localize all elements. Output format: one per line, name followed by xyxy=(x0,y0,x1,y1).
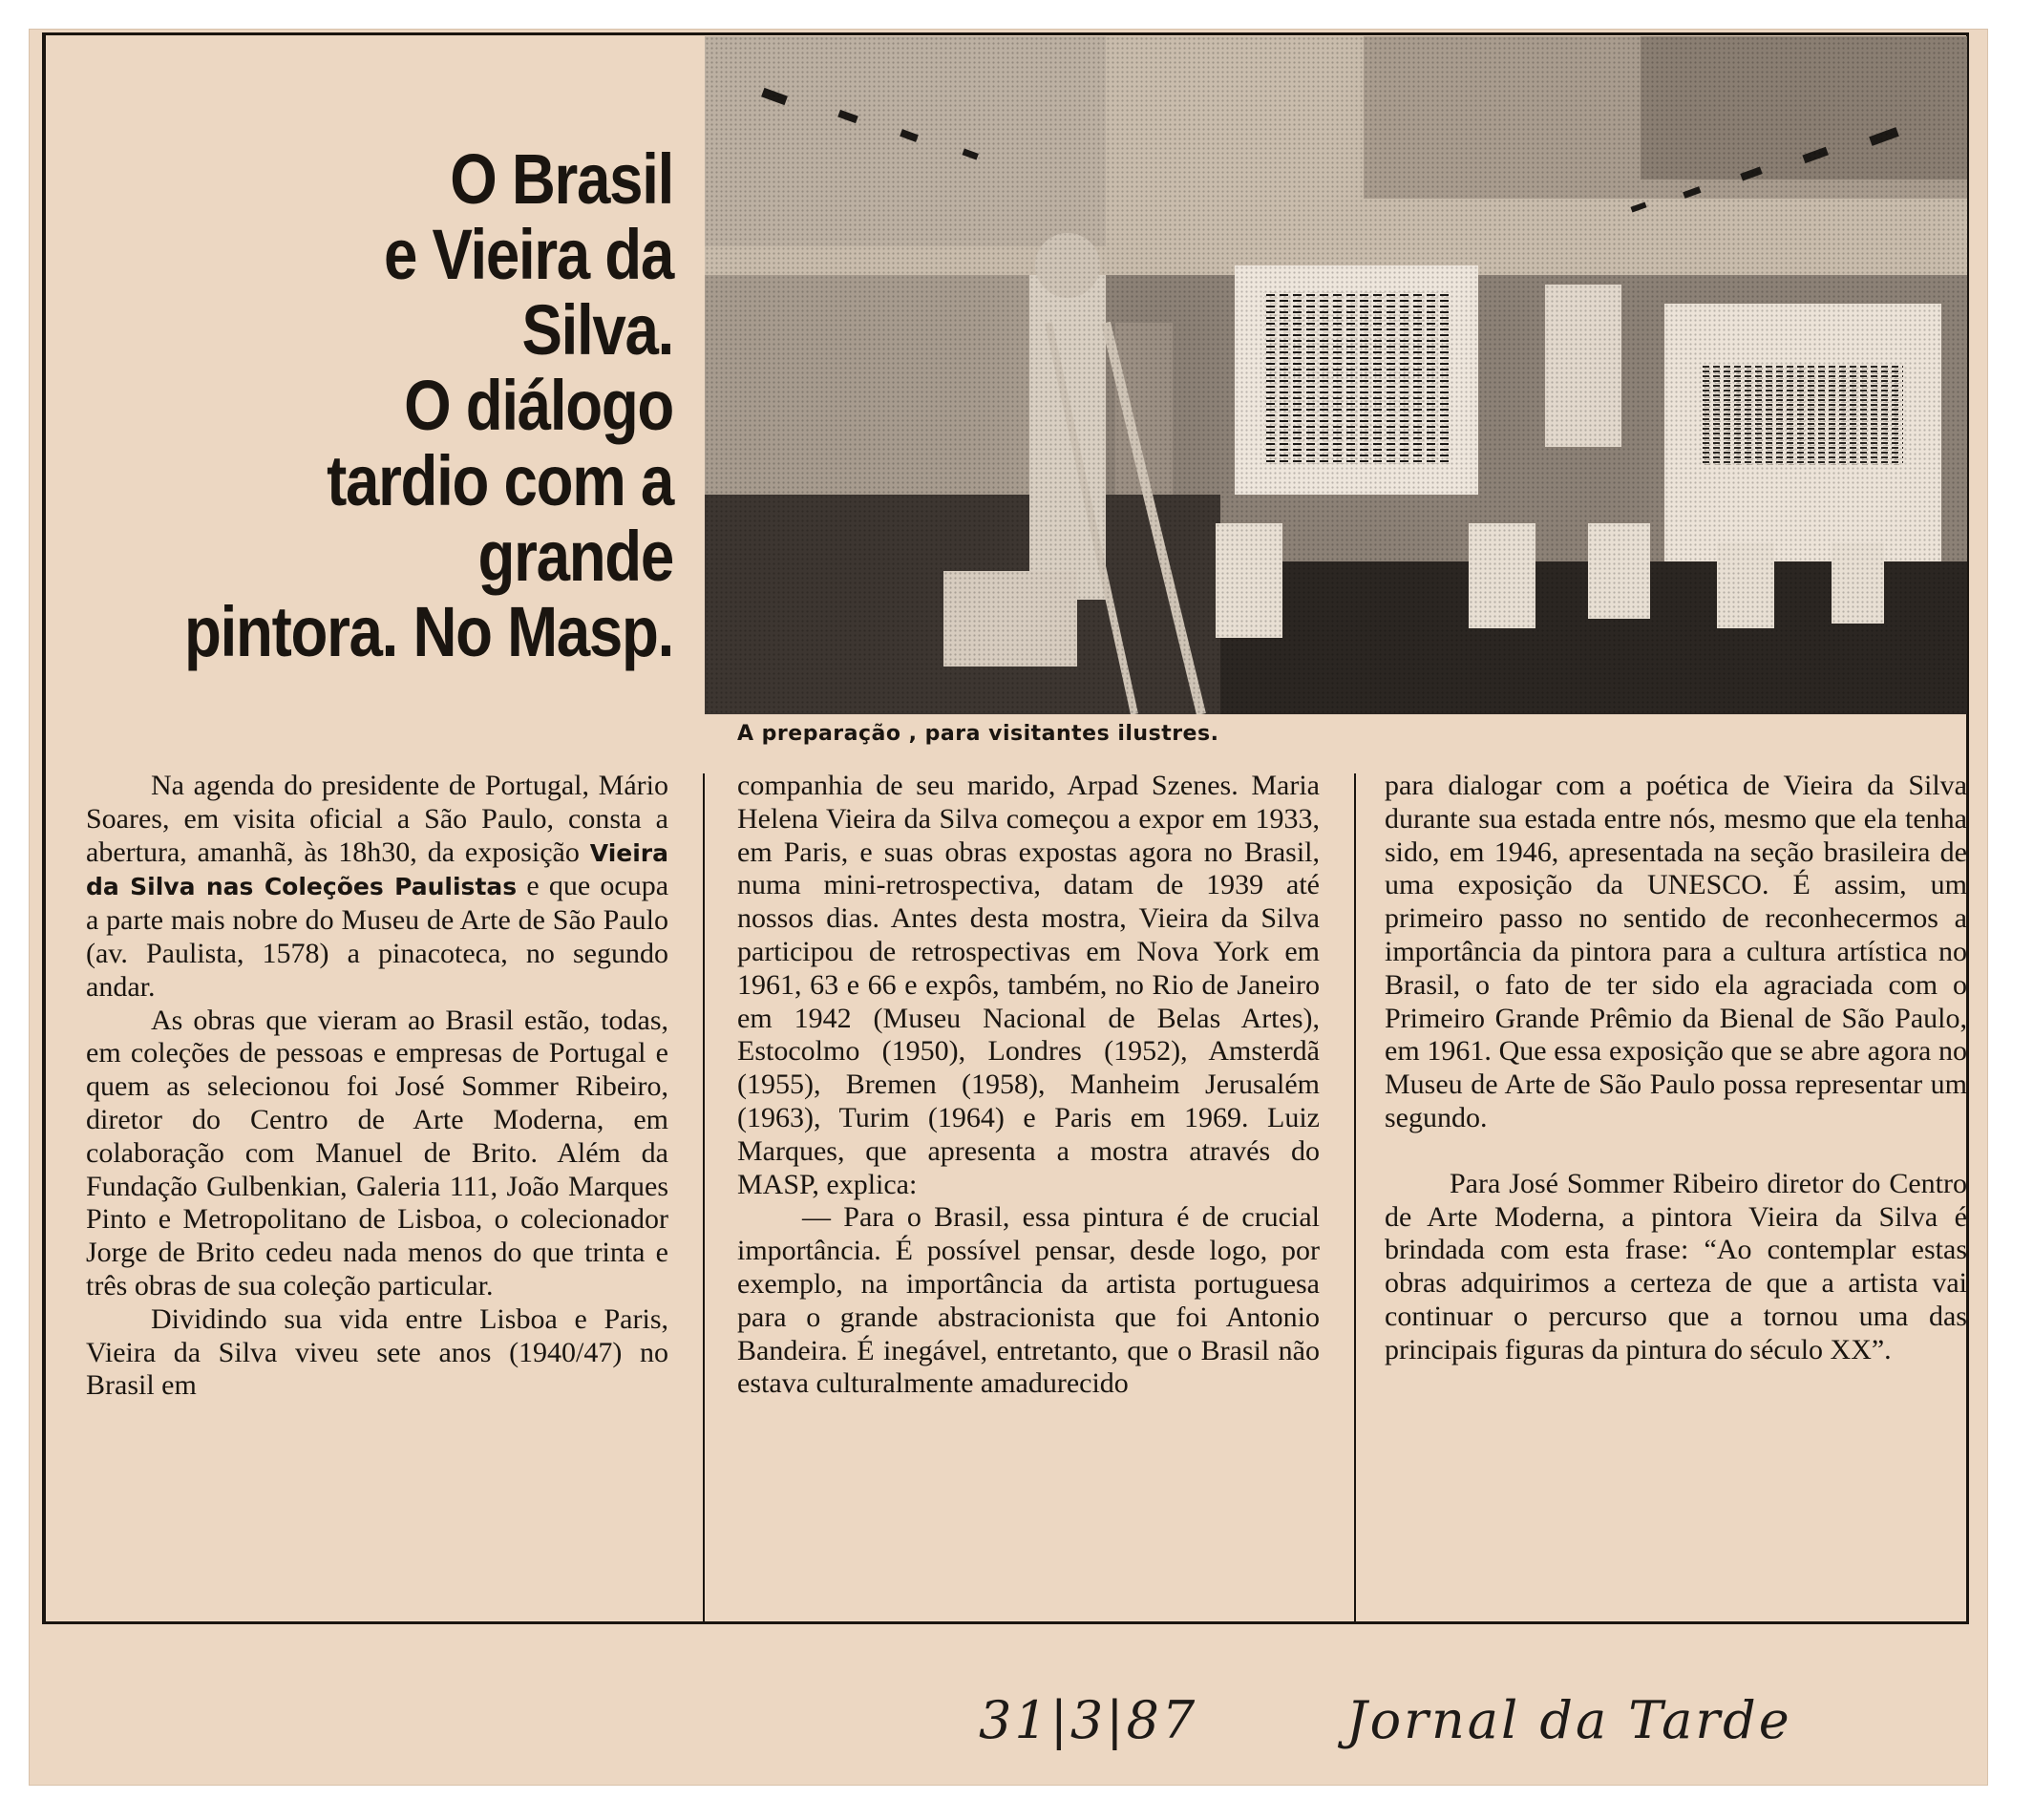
quote-paragraph: — Para o Brasil, essa pintura é de crucial importância. É possível pensar, desde logo, por exemplo, na importância da artista portuguesa para o grande abstracionista que foi Antonio Bandeira. É inegável, entretanto, que o Brasil não estava culturalmente amadurecido xyxy=(737,1201,1320,1400)
paragraph: para dialogar com a poética de Vieira da Silva durante sua estada entre nós, mesmo que ela tenha sido, em 1946, apresentada na seção brasileira de uma exposição da UNESCO. É assim, um primeiro passo no sentido de reconhecermos a importância da pintora para a cultura artística no Brasil, o fato de ter sido ela agraciada com o Primeiro Grande Prêmio da Bienal de São Paulo, em 1961. Que essa exposição que se abre agora no Museu de Arte de São Paulo possa representar um segundo. xyxy=(1385,770,1967,1133)
headline-line: e Vieira da xyxy=(383,215,673,294)
paragraph: Dividindo sua vida entre Lisboa e Paris, Vieira da Silva viveu sete anos (1940/47) no Brasil em xyxy=(86,1302,668,1402)
text-run: e que ocupa a parte mais nobre do Museu de Arte de São Paulo (av. Paulista, 1578) a pinacoteca, no segundo andar. xyxy=(86,870,669,1003)
photo-illustration xyxy=(705,36,1967,714)
column-rule-1 xyxy=(703,773,705,1621)
article-column-2 xyxy=(737,770,1320,1401)
paragraph: companhia de seu marido, Arpad Szenes. Maria Helena Vieira da Silva começou a expor em 1933, em Paris, e suas obras expostas agora no Brasil, numa mini-retrospectiva, datam de 1939 até nossos dias. Antes desta mostra, Vieira da Silva participou de retrospectivas em Nova York em 1961, 63 e 66 e expôs, também, no Rio de Janeiro em 1942 (Museu Nacional de Belas Artes), Estocolmo (1950), Londres (1952), Amsterdã (1955), Bremen (1958), Manheim Jerusalém (1963), Turim (1964) e Paris em 1969. Luiz Marques, que apresenta a mostra através do MASP, explica: xyxy=(737,770,1320,1200)
handwritten-source: Jornal da Tarde xyxy=(1346,1690,1792,1750)
photo-caption: A preparação , para visitantes ilustres. xyxy=(737,722,1219,746)
article-column-3 xyxy=(1385,770,1967,1367)
rule-bottom xyxy=(42,1621,1969,1624)
exhibition-photo xyxy=(705,36,1967,714)
headline-line: Silva. xyxy=(521,290,673,370)
column-rule-2 xyxy=(1354,773,1356,1621)
headline-line: tardio com a xyxy=(327,441,673,520)
handwritten-date: 31|3|87 xyxy=(979,1690,1198,1750)
rule-left xyxy=(42,32,46,1622)
headline-line: pintora. No Masp. xyxy=(184,592,674,671)
paragraph: Para José Sommer Ribeiro diretor do Centro de Arte Moderna, a pintora Vieira da Silva é brindada com esta frase: “Ao contemplar estas obras adquirimos a certeza de que a artista vai continuar o percurso que a tornou uma das principais figuras da pintura do século XX”. xyxy=(1385,1167,1967,1365)
rule-top xyxy=(42,32,1967,35)
bleed-through-texture xyxy=(76,535,127,743)
headline-line: O diálogo xyxy=(404,366,673,445)
paragraph xyxy=(86,770,668,1005)
headline xyxy=(177,141,673,669)
headline-line: grande xyxy=(477,517,673,596)
article-column-1 xyxy=(86,770,668,1403)
paragraph: As obras que vieram ao Brasil estão, todas, em coleções de pessoas e empresas de Portugal e quem as selecionou foi José Sommer Ribeiro, diretor do Centro de Arte Moderna, em colaboração com Manuel de Brito. Além da Fundação Gulbenkian, Galeria 111, João Marques Pinto e Metropolitano de Lisboa, o colecionador Jorge de Brito cedeu nada menos do que trinta e três obras de sua coleção particular. xyxy=(86,1004,668,1302)
exhibition-title: Vieira da Silva nas Coleções Paulistas xyxy=(86,838,668,901)
text-run: Na agenda do presidente de Portugal, Mário Soares, em visita oficial a São Paulo, consta a abertura, amanhã, às 18h30, da exposição xyxy=(86,770,668,868)
headline-line: O Brasil xyxy=(450,139,673,219)
